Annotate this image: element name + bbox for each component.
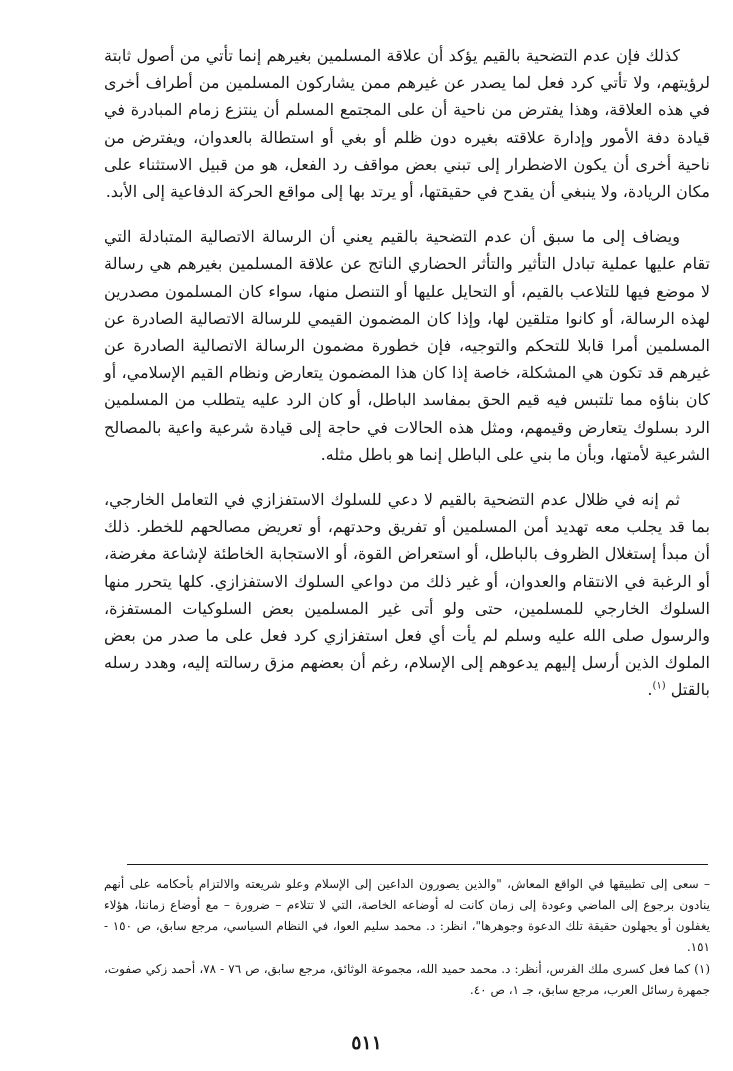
paragraph-3-period: .: [647, 680, 653, 700]
paragraph-3: [104, 486, 710, 704]
footnote-1: (١) كما فعل كسرى ملك الفرس، أنظر: د. محمد حميد الله، مجموعة الوثائق، مرجع سابق، ص ٧٦ - ٧٨، أحمد زكي صفوت، جمهرة رسائل العرب، مرجع سابق، جـ ١، ص ٤٠.: [104, 962, 710, 997]
footnote-separator: [127, 864, 708, 865]
footnote-continued: – سعى إلى تطبيقها في الواقع المعاش، "والذين يصورون الداعين إلى الإسلام وعلو شريعته والالتزام بأحكامه على أنهم ينادون برجوع إلى الماضي وعودة إلى زمان كانت له أوضاعه الخاصة، التي لا تتلاءم – ضرورة – مع أوضاع زماننا، هؤلاء يغفلون أو يجهلون حقيقة تلك الدعوة وجوهرها"، انظر: د. محمد سليم العوا، في النظام السياسي، مرجع سابق، ص ١٥٠ - ١٥١.: [104, 877, 710, 954]
page-number: ٥١١: [351, 1032, 382, 1054]
paragraph-2: ويضاف إلى ما سبق أن عدم التضحية بالقيم يعني أن الرسالة الاتصالية المتبادلة التي تقام عليها عملية تبادل التأثير والتأثر الحضاري الناتج عن علاقة المسلمين بغيرهم هي رسالة لا موضع فيها للتلاعب بالقيم، أو التحايل عليها أو التنصل منها، سواء كان المسلمون مصدرين لهذه الرسالة، أو كانوا متلقين لها، وإذا كان المضمون القيمي للرسالة الاتصالية الصادرة عن المسلمين أمرا قابلا للتحكم والتوجيه، فإن خطورة مضمون الرسالة الاتصالية الصادرة عن غيرهم قد تكون هي المشكلة، خاصة إذا كان هذا المضمون يتعارض ونظام القيم الإسلامي، أو كان بناؤه مما تلتبس فيه قيم الحق بمفاسد الباطل، أو كان الرد عليه يتطلب من المسلمين الرد بسلوك يتعارض وقيمهم، ومثل هذه الحالات في حاجة إلى قيادة شرعية واعية بالمصالح الشرعية لأمتها، وبأن ما بني على الباطل إنما هو باطل مثله.: [104, 227, 710, 464]
paragraph-1: كذلك فإن عدم التضحية بالقيم يؤكد أن علاقة المسلمين بغيرهم إنما تأتي من أصول ثابتة لرؤيتهم، ولا تأتي كرد فعل لما يصدر عن غيرهم ممن يشاركون المسلمين من أطراف أخرى في هذه العلاقة، وهذا يفترض من ناحية أن على المجتمع المسلم أن ينتزع زمام المبادرة في قيادة دفة الأمور وإدارة علاقته بغيره دون ظلم أو بغي أو استطالة بالعدوان، ويفترض من ناحية أخرى أن يكون الاضطرار إلى تبني بعض مواقف رد الفعل، هو من قبيل الاستثناء على مكان الريادة، ولا ينبغي أن يقدح في حقيقتها، أو يرتد بها إلى مواقع الحركة الدفاعية إلى الأبد.: [104, 46, 710, 202]
footnotes: [104, 874, 710, 1001]
footnote-reference: (١): [652, 681, 666, 693]
paragraph-3-text: ثم إنه في ظلال عدم التضحية بالقيم لا دعي للسلوك الاستفزازي في التعامل الخارجي، بما قد يجلب معه تهديد أمن المسلمين أو تفريق وحدتهم، أو تعريض مصالحهم للخطر. ذلك أن مبدأ إستغلال الظروف بالباطل، أو استعراض القوة، أو الاستجابة الخاطئة لإشاعة مغرضة، أو الرغبة في الانتقام والعدوان، أو غير ذلك من دواعي السلوك الاستفزازي. كلها يتحرر منها السلوك الخارجي للمسلمين، حتى ولو أتى غير المسلمين بعض السلوكيات المستفزة، والرسول صلى الله عليه وسلم لم يأت أي فعل استفزازي كرد فعل على ما صدر من بعض الملوك الذين أرسل إليهم يدعوهم إلى الإسلام، رغم أن بعضهم مزق رسالته إليه، وهدد رسله بالقتل: [104, 490, 711, 700]
main-text: [104, 42, 710, 704]
